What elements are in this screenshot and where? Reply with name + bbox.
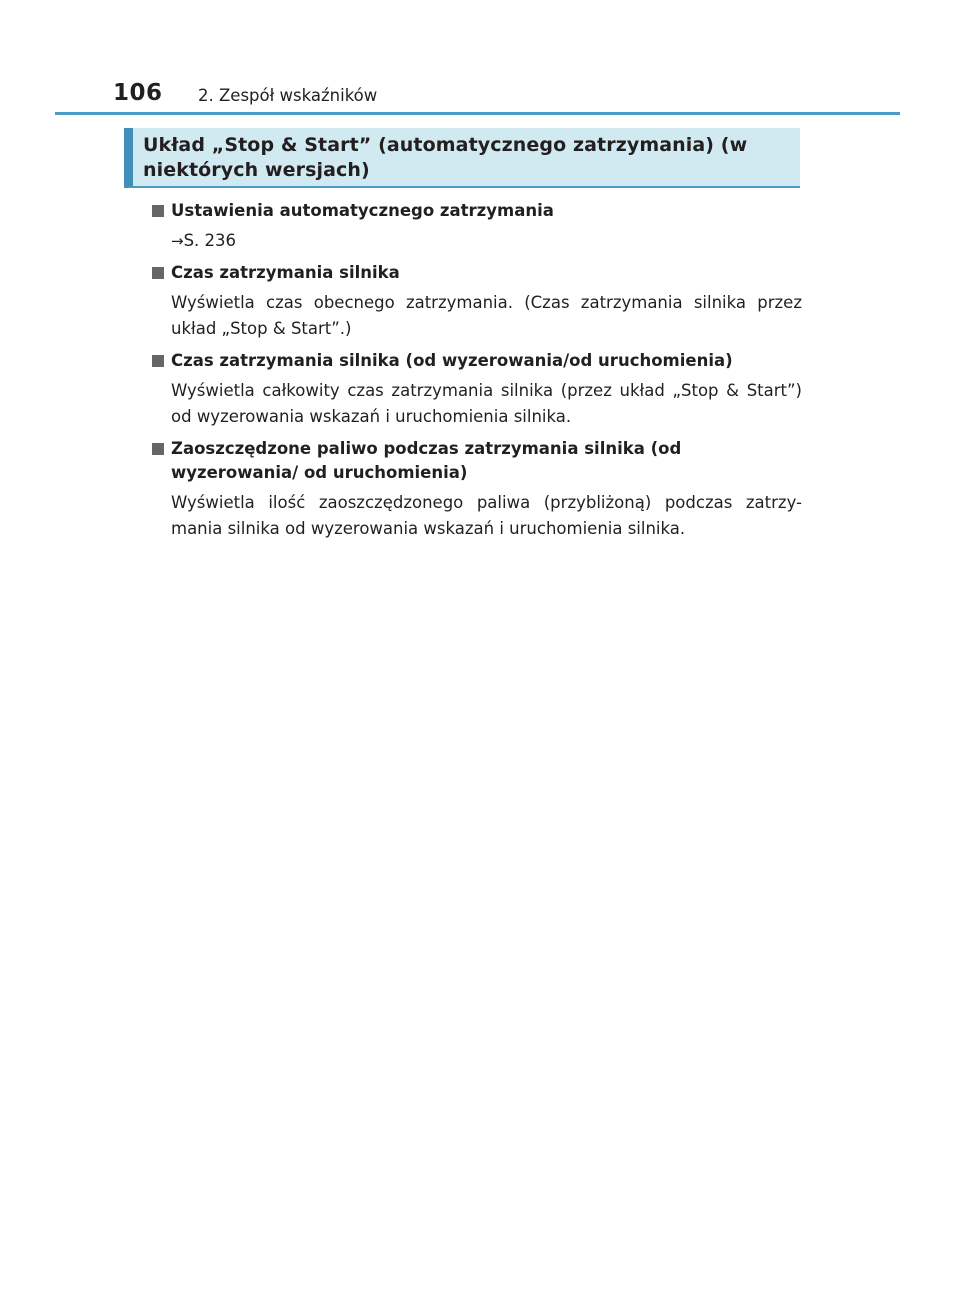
page-number: 106: [113, 80, 163, 106]
chapter-title: 2. Zespół wskaźników: [198, 86, 378, 105]
list-item: [152, 349, 802, 430]
item-heading: [152, 261, 802, 285]
item-heading: [152, 199, 802, 223]
item-body: Wyświetla ilość zaoszczędzonego paliwa (przybliżoną) podczas zatrzy-mania silnika od wyzerowania wskazań i uruchomienia silnika.: [171, 493, 802, 538]
section-title-box: [124, 128, 800, 188]
section-title: Układ „Stop & Start” (automatycznego zatrzymania) (w niektórych wersjach): [143, 134, 748, 181]
list-item: [152, 437, 802, 542]
item-heading-text: Ustawienia automatycznego zatrzymania: [171, 201, 554, 220]
content: [152, 199, 802, 549]
page-reference-text: S. 236: [183, 231, 237, 250]
header-rule: [55, 112, 900, 115]
square-bullet-icon: [152, 355, 164, 367]
item-heading-text: Zaoszczędzone paliwo podczas zatrzymania silnika (od wyzerowania/ od uruchomienia): [171, 439, 682, 482]
square-bullet-icon: [152, 267, 164, 279]
item-heading-text: Czas zatrzymania silnika (od wyzerowania/od uruchomienia): [171, 351, 733, 370]
arrow-right-icon: →: [171, 232, 184, 250]
item-heading-text: Czas zatrzymania silnika: [171, 263, 400, 282]
page-reference: [152, 228, 802, 254]
square-bullet-icon: [152, 205, 164, 217]
item-heading: [152, 437, 802, 485]
list-item: [152, 261, 802, 342]
item-heading: [152, 349, 802, 373]
page-header: [0, 0, 960, 120]
item-body: Wyświetla czas obecnego zatrzymania. (Czas zatrzymania silnika przez układ „Stop & Start”.): [171, 293, 802, 338]
list-item: [152, 199, 802, 254]
square-bullet-icon: [152, 443, 164, 455]
item-body: Wyświetla całkowity czas zatrzymania silnika (przez układ „Stop & Start”) od wyzerowania wskazań i uruchomienia silnika.: [171, 381, 802, 426]
